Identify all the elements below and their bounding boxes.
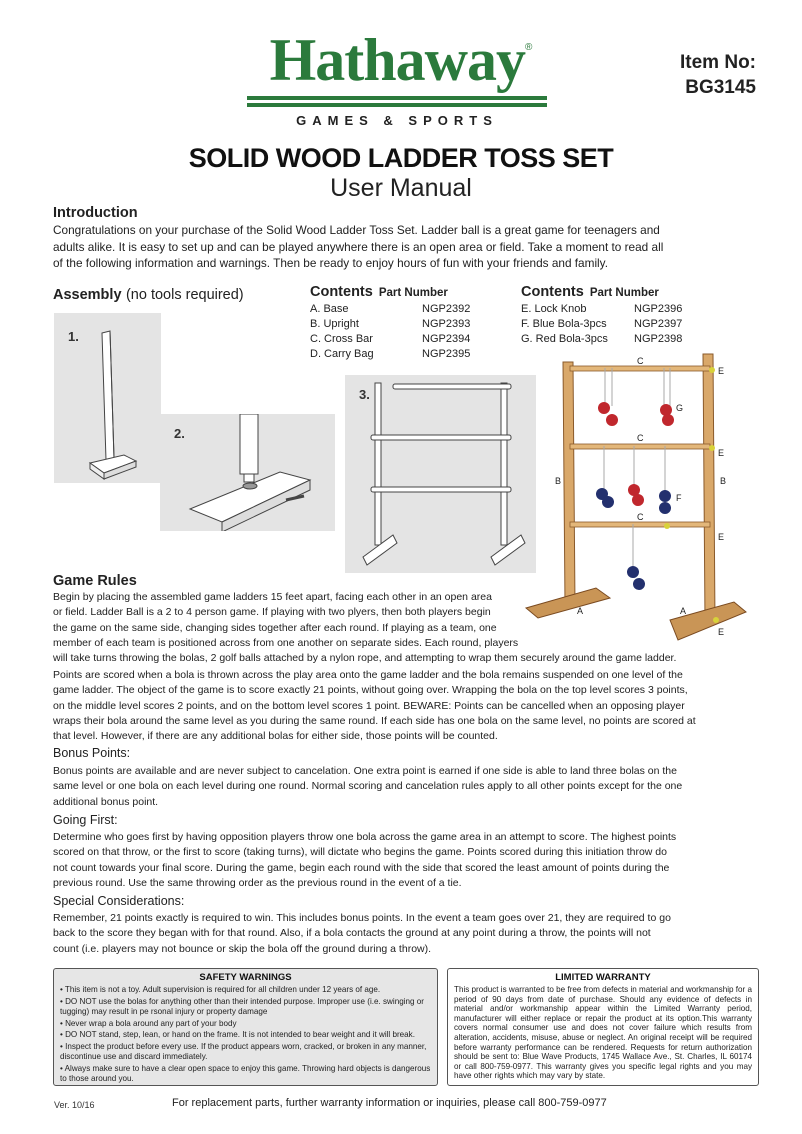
contents-part: NGP2394 [422, 333, 471, 345]
rules-line: that level. However, if there are any additional bolas for either side, those points will be counted. [53, 730, 498, 743]
safety-item: • Never wrap a bola around any part of your body [60, 1018, 237, 1028]
ladder-frame-illustration [345, 375, 536, 573]
page-title: SOLID WOOD LADDER TOSS SET [188, 143, 614, 173]
contents-heading-right [521, 284, 659, 300]
rules-line: Begin by placing the assembled game ladders 15 feet apart, facing each other in an open area [53, 591, 492, 603]
going-first-heading: Going First: [53, 813, 118, 827]
assembly-step-2-image [160, 414, 335, 531]
contents-part: NGP2392 [422, 303, 471, 315]
rules-line: member of each team is positioned across from one another on separate sides. Each round, players [53, 636, 519, 649]
assembly-step-1-image [54, 313, 161, 483]
warranty-text: This product is warranted to be free from defects in material and workmanship for a period of 90 days from date of purchase. Should any evidence of defects in material and/or workmanship appear within the Limited Warranty period, manufacturer will either replace or repair the product at its option.This warranty covers normal consumer use and does not cover failure which results from alteration, accidents, misuse, abuse or neglect. An original receipt will be required before warranty performance can be rendered. Requests for return authorization should be sent to: Blue Wave Products, 1745 Wallace Ave., St. Charles, IL 60174 or call 800-759-0977. This warranty gives you specific legal rights and you may have other rights which may vary by state. [454, 985, 752, 1081]
contents-item: D. Carry Bag [310, 348, 374, 360]
item-number-value: BG3145 [685, 77, 756, 98]
rules-line: will take turns throwing the bolas, 2 golf balls attached by a nylon rope, and attempting to wrap them securely around the game ladder. [53, 652, 677, 665]
label-red-bola: G [676, 403, 684, 413]
safety-item: • This item is not a toy. Adult supervision is required for all children under 12 years of age. [60, 985, 381, 994]
rules-line: or field. Ladder Ball is a 2 to 4 person game. If playing with two plyers, then both players begin [53, 606, 491, 619]
safety-list [60, 985, 431, 1085]
contents-item: F. Blue Bola-3pcs [521, 318, 607, 330]
label-lock-knob: E [718, 366, 725, 376]
rules-line: wraps their bola around the same level as you during the same round. If each side has one bola on the same level, no points are scored at [53, 714, 696, 727]
going-first-paragraph [53, 830, 753, 891]
intro-heading: Introduction [53, 205, 138, 221]
label-crossbar: C [637, 356, 644, 366]
part-number-label: Part Number [589, 287, 659, 299]
safety-warnings-box [53, 968, 438, 1086]
contents-title: Contents [310, 284, 373, 300]
step-number: 2. [174, 426, 185, 441]
rules-paragraph-1 [53, 590, 753, 666]
contents-part: NGP2393 [422, 318, 471, 330]
brand-subtitle: GAMES & SPORTS [296, 113, 498, 128]
rules-line: game ladder. The object of the game is to score exactly 21 points, without going over. Wrapping the bola on the top level scores 3 points, [53, 684, 688, 697]
label-upright: B [555, 476, 562, 486]
label-lock-knob: E [718, 627, 725, 637]
contents-item: G. Red Bola-3pcs [521, 333, 608, 345]
rules-line: on the middle level scores 2 points, and on the bottom level scores 1 point. BEWARE: Points can be cancelled when an opposing player [53, 699, 685, 712]
rules-line: count (i.e. players may not bounce or skip the bola off the ground during a throw). [53, 942, 432, 955]
label-lock-knob: E [718, 532, 725, 542]
label-base: A [577, 606, 584, 616]
bonus-heading: Bonus Points: [53, 746, 131, 760]
version-label: Ver. 10/16 [54, 1100, 95, 1110]
page-subtitle: User Manual [330, 174, 472, 202]
rules-line: Determine who goes first by having opposition players throw one bola across the game area in an attempt to score. The highest points [53, 831, 677, 843]
rules-line: Remember, 21 points exactly is required to win. This includes bonus points. In the event a team goes over 21, they are required to go [53, 912, 671, 924]
rules-line: Points are scored when a bola is thrown across the play area onto the game ladder and the bola remains suspended on one level of the [53, 669, 683, 681]
label-blue-bola: F [676, 493, 682, 503]
contents-item: E. Lock Knob [521, 303, 587, 315]
rules-line: additional bonus point. [53, 795, 159, 808]
warranty-title: LIMITED WARRANTY [555, 972, 651, 983]
assembly-heading [53, 286, 244, 304]
contents-part: NGP2397 [634, 318, 683, 330]
rules-heading: Game Rules [53, 573, 137, 589]
safety-item: • Always make sure to have a clear open space to enjoy this game. Throwing hard objects is dangerous to those around you. [60, 1064, 431, 1084]
intro-line: Congratulations on your purchase of the Solid Wood Ladder Toss Set. Ladder ball is a great game for teenagers and [53, 223, 660, 237]
base-illustration [160, 414, 335, 531]
rules-line: Bonus points are available and are never subject to cancelation. One extra point is earned if one side is able to land three bolas on the [53, 765, 677, 777]
footer-text: For replacement parts, further warranty information or inquiries, please call 800-759-0977 [172, 1097, 607, 1109]
contents-item: C. Cross Bar [310, 333, 373, 345]
rules-paragraph-2 [53, 668, 753, 744]
rules-line: previous round. Use the same throwing order as the previous round in the event of a tie. [53, 876, 462, 889]
registered-mark: ® [524, 42, 533, 53]
safety-item: • DO NOT stand, step, lean, or hand on the frame. It is not intended to bear weight and it will break. [60, 1030, 415, 1040]
label-base: A [680, 606, 687, 616]
contents-part: NGP2396 [634, 303, 683, 315]
brand-bar-top [247, 96, 547, 100]
brand-bar-bottom [247, 103, 547, 107]
special-heading: Special Considerations: [53, 894, 185, 908]
label-lock-knob: E [718, 448, 725, 458]
item-number [680, 50, 756, 100]
brand-name: Hathaway [269, 27, 525, 93]
rules-line: same level or one bola on each level during one round. Normal scoring and cancelation rules apply to all other points except for the one [53, 780, 683, 793]
part-number-label: Part Number [378, 287, 448, 299]
assembly-note: (no tools required) [125, 287, 244, 303]
assembly-step-3-image [345, 375, 536, 573]
contents-part: NGP2398 [634, 333, 683, 345]
safety-title: SAFETY WARNINGS [199, 972, 292, 983]
assembly-title: Assembly [53, 287, 122, 303]
rules-line: scored on that throw, or the first to score (taking turns), will dictate who begins the game. Points scored during this initiation throw do [53, 846, 667, 859]
limited-warranty-box [447, 968, 759, 1086]
intro-line: adults alike. It is easy to set up and can be played anywhere there is an open area or field. Take a moment to read all [53, 239, 664, 254]
safety-item: • Inspect the product before every use. If the product appears worn, cracked, or broken in any manner, discontinue use and discard immediately. [60, 1042, 427, 1062]
contents-title: Contents [521, 284, 584, 300]
bonus-paragraph [53, 764, 753, 810]
special-paragraph [53, 911, 753, 957]
rules-line: back to the score they began with for that round. Also, if a bola contacts the ground at any point during a throw, the points will not [53, 927, 651, 940]
item-number-label: Item No: [680, 52, 756, 73]
contents-part: NGP2395 [422, 348, 471, 360]
contents-item: B. Upright [310, 318, 359, 330]
rules-line: not count towards your final score. During the game, begin each round with the side that scored the least amount of points during the [53, 861, 670, 874]
intro-line: of the following information and warnings. Then be ready to enjoy hours of fun with your friends and family. [53, 256, 608, 270]
label-crossbar: C [637, 512, 644, 522]
step-number: 3. [359, 387, 370, 402]
step-number: 1. [68, 329, 79, 344]
label-upright: B [720, 476, 727, 486]
rules-line: the game on the same side, changing sides together after each round. If playing as a team, one [53, 621, 497, 634]
intro-text [53, 222, 753, 272]
label-crossbar: C [637, 433, 644, 443]
safety-item: • DO NOT use the bolas for anything other than their intended purpose. Improper use (i.e. swinging or tugging) may result in pe rsonal injury or property damage [60, 996, 424, 1016]
contents-item: A. Base [310, 303, 349, 315]
contents-heading-left [310, 284, 448, 300]
